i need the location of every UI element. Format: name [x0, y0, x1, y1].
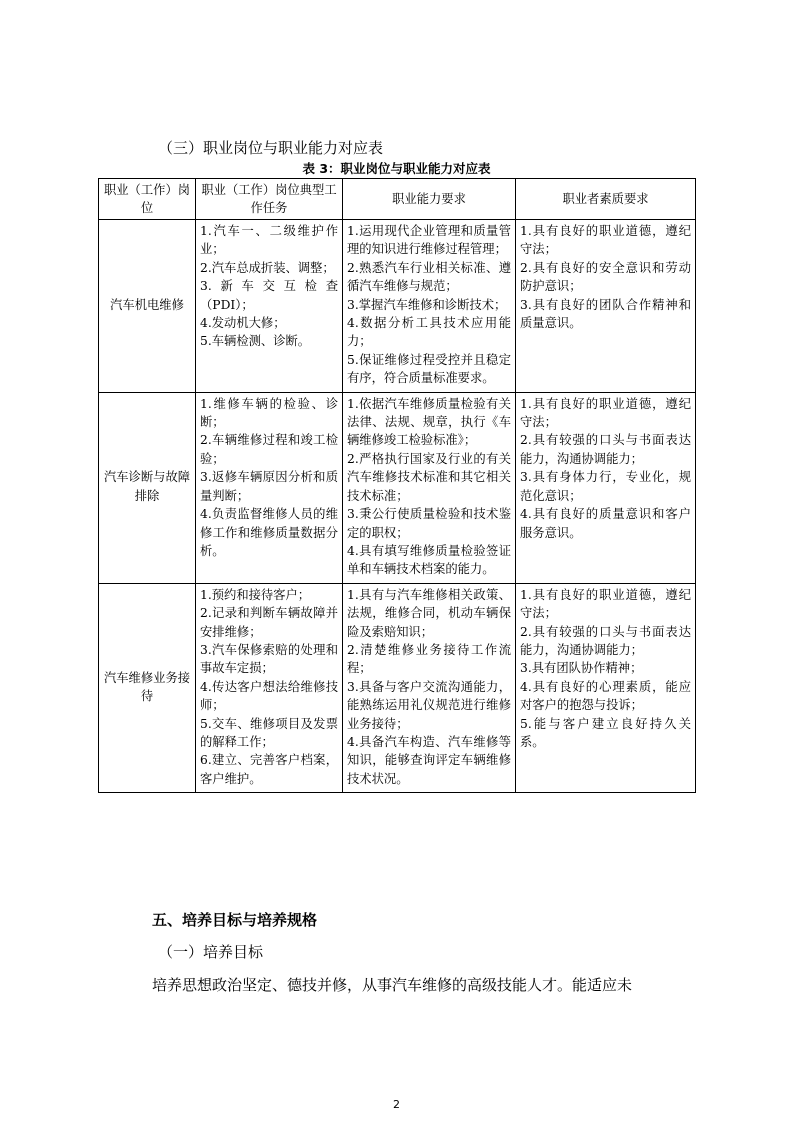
abilities-item: 4.数据分析工具技术应用能力；	[347, 316, 511, 349]
abilities-item: 3.掌握汽车维修和诊断技术；	[347, 297, 507, 312]
tasks-item: 4.传达客户想法给维修技师；	[200, 679, 338, 713]
tasks-item: 1.预约和接待客户；	[200, 587, 311, 602]
abilities-item: 2.严格执行国家及行业的有关汽车维修技术标准和其它相关技术标准；	[347, 451, 511, 503]
abilities-item: 5.保证维修过程受控并且稳定有序，符合质量标准要求。	[347, 352, 511, 386]
tasks-item: 3.汽车保修索赔的处理和事故车定损；	[200, 642, 338, 676]
page-number: 2	[393, 1098, 400, 1111]
subsection-heading: （三）职业岗位与职业能力对应表	[158, 139, 384, 157]
qualities-item: 3.具有身体力行，专业化，规范化意识；	[520, 470, 691, 503]
qualities-cell	[516, 220, 696, 393]
qualities-cell	[516, 392, 696, 583]
qualities-item: 4.具有良好的质量意识和客户服务意识。	[520, 507, 691, 540]
abilities-item: 3.具备与客户交流沟通能力，能熟练运用礼仪规范进行维修业务接待；	[347, 679, 511, 731]
abilities-item: 2.清楚维修业务接待工作流程；	[347, 642, 511, 676]
qualities-item: 2.具有较强的口头与书面表达能力，沟通协调能力；	[520, 624, 691, 657]
abilities-item: 3.秉公行使质量检验和技术鉴定的职权；	[347, 507, 511, 540]
abilities-item: 2.熟悉汽车行业相关标准、遵循汽车维修与规范；	[347, 260, 511, 294]
abilities-cell	[343, 392, 516, 583]
qualities-item: 5.能与客户建立良好持久关系。	[520, 716, 691, 749]
job-ability-table	[98, 178, 696, 793]
post-cell: 汽车维修业务接待	[99, 583, 196, 792]
abilities-item: 1.运用现代企业管理和质量管理的知识进行维修过程管理；	[347, 224, 511, 257]
table-caption: 表 3：职业岗位与职业能力对应表	[302, 161, 491, 176]
qualities-item: 3.具有良好的团队合作精神和质量意识。	[520, 297, 691, 331]
header-qualities: 职业者素质要求	[516, 179, 696, 220]
tasks-item: 2.汽车总成折装、调整；	[200, 260, 335, 275]
tasks-cell	[196, 220, 343, 393]
qualities-item: 2.具有良好的安全意识和劳动防护意识；	[520, 260, 691, 294]
tasks-item: 3.新车交互检查（PDI）；	[200, 279, 338, 312]
qualities-item: 3.具有团队协作精神；	[520, 661, 643, 676]
abilities-cell	[343, 220, 516, 393]
tasks-item: 1.汽车一、二级维护作业；	[200, 224, 338, 257]
tasks-item: 3.返修车辆原因分析和质量判断；	[200, 470, 338, 503]
tasks-cell	[196, 583, 343, 792]
qualities-item: 1.具有良好的职业道德，遵纪守法；	[520, 587, 691, 621]
table-row	[99, 220, 696, 393]
abilities-item: 1.具有与汽车维修相关政策、法规，维修合同，机动车辆保险及索赔知识；	[347, 587, 511, 639]
post-cell: 汽车机电维修	[99, 220, 196, 393]
table-body	[99, 220, 696, 793]
tasks-item: 1.维修车辆的检验、诊断；	[200, 396, 338, 430]
abilities-item: 4.具有填写维修质量检验签证单和车辆技术档案的能力。	[347, 543, 511, 577]
tasks-item: 5.车辆检测、诊断。	[200, 334, 311, 349]
tasks-item: 4.发动机大修；	[200, 316, 286, 331]
section-title: 五、培养目标与培养规格	[152, 911, 318, 929]
tasks-cell	[196, 392, 343, 583]
post-cell: 汽车诊断与故障排除	[99, 392, 196, 583]
abilities-item: 1.依据汽车维修质量检验有关法律、法规、规章，执行《车辆维修竣工检验标准》；	[347, 396, 511, 448]
tasks-item: 6.建立、完善客户档案，客户维护。	[200, 753, 338, 786]
qualities-item: 1.具有良好的职业道德，遵纪守法；	[520, 396, 691, 430]
table-row	[99, 583, 696, 792]
header-tasks: 职业（工作）岗位典型工作任务	[196, 179, 343, 220]
table-header-row	[99, 179, 696, 220]
tasks-item: 2.车辆维修过程和竣工检验；	[200, 433, 338, 466]
abilities-item: 4.具备汽车构造、汽车维修等知识，能够查询评定车辆维修技术状况。	[347, 734, 511, 786]
table-row	[99, 392, 696, 583]
tasks-item: 5.交车、维修项目及发票的解释工作；	[200, 716, 338, 749]
subsection-title: （一）培养目标	[158, 943, 264, 961]
header-post: 职业（工作）岗位	[99, 179, 196, 220]
abilities-cell	[343, 583, 516, 792]
body-paragraph: 培养思想政治坚定、德技并修，从事汽车维修的高级技能人才。能适应未	[152, 976, 633, 994]
qualities-item: 1.具有良好的职业道德，遵纪守法；	[520, 224, 691, 257]
header-abilities: 职业能力要求	[343, 179, 516, 220]
qualities-item: 2.具有较强的口头与书面表达能力，沟通协调能力；	[520, 433, 691, 466]
tasks-item: 2.记录和判断车辆故障并安排维修；	[200, 606, 338, 639]
qualities-item: 4.具有良好的心理素质，能应对客户的抱怨与投诉；	[520, 679, 691, 713]
tasks-item: 4.负责监督维修人员的维修工作和维修质量数据分析。	[200, 507, 338, 558]
qualities-cell	[516, 583, 696, 792]
